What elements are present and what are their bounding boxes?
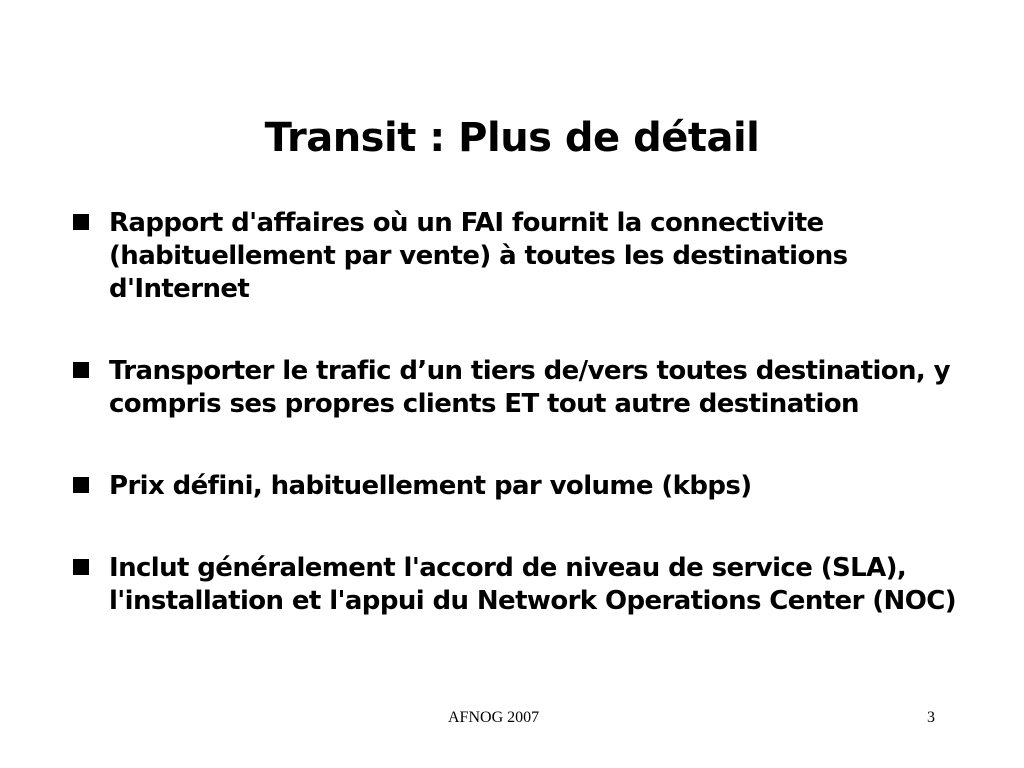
slide-title: Transit : Plus de détail xyxy=(264,115,760,161)
bullet-text: Inclut généralement l'accord de niveau de service (SLA), l'installation et l'appui du Network Operations Center (NOC) xyxy=(109,553,956,616)
square-bullet-icon xyxy=(73,214,89,230)
bullet-list xyxy=(72,207,972,618)
bullet-text: Prix défini, habituellement par volume (kbps) xyxy=(109,471,752,501)
square-bullet-icon xyxy=(73,477,89,493)
bullet-item-3 xyxy=(72,470,972,503)
square-bullet-icon xyxy=(73,362,89,378)
bullet-item-4 xyxy=(72,552,972,618)
bullet-item-2 xyxy=(72,355,972,421)
page-number: 3 xyxy=(927,709,935,726)
footer-text: AFNOG 2007 xyxy=(448,709,540,726)
square-bullet-icon xyxy=(73,559,89,575)
bullet-text: Rapport d'affaires où un FAI fournit la connectivite (habituellement par vente) à toutes les destinations d'Internet xyxy=(109,208,848,304)
bullet-text: Transporter le trafic d’un tiers de/vers toutes destination, y compris ses propres clients ET tout autre destination xyxy=(109,356,950,419)
bullet-item-1 xyxy=(72,207,972,306)
